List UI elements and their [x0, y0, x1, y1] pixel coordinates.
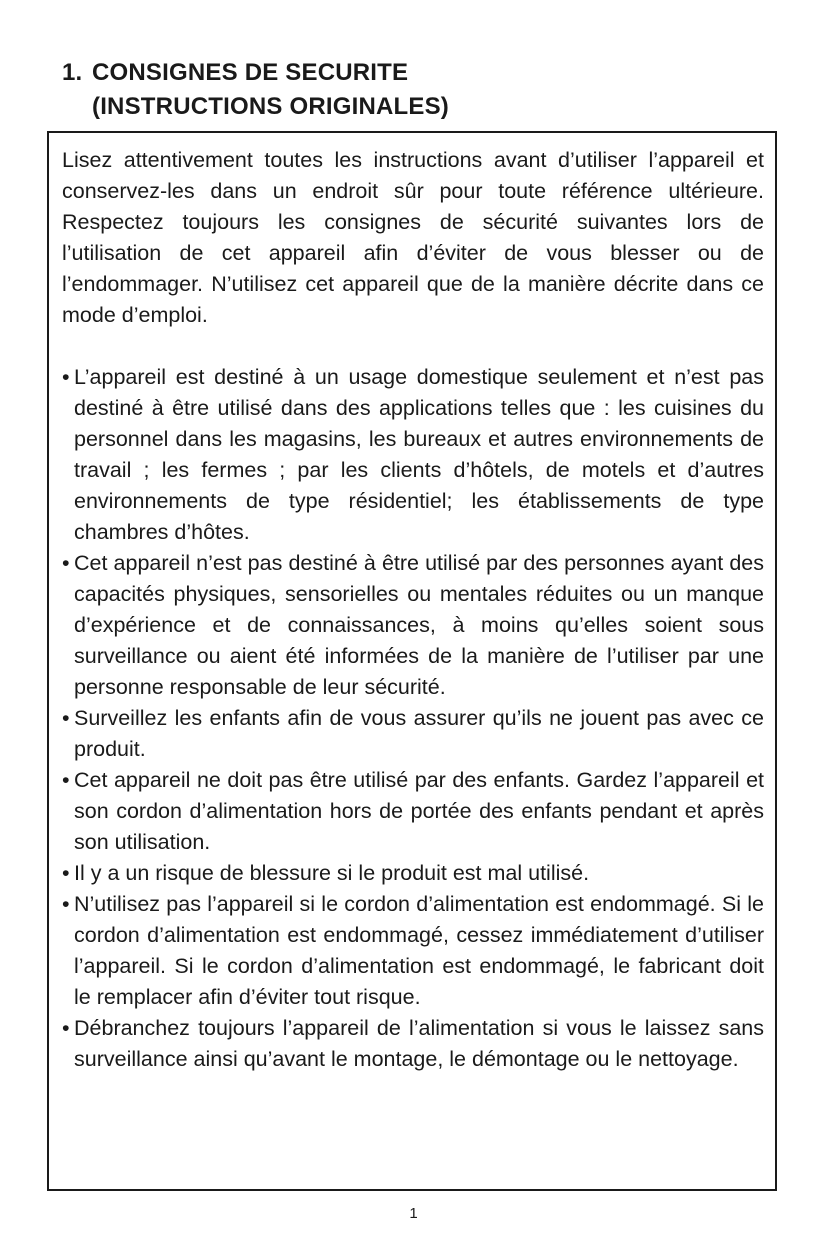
heading-subtitle: (INSTRUCTIONS ORIGINALES)	[92, 93, 449, 120]
list-item	[62, 858, 764, 889]
section-heading	[62, 56, 449, 124]
bullet-text: Débranchez toujours l’appareil de l’alimentation si vous le laissez sans surveillance ainsi qu’avant le montage, le démontage ou le nettoyage.	[74, 1016, 764, 1071]
heading-title: CONSIGNES DE SECURITE	[92, 59, 409, 86]
list-item	[62, 362, 764, 548]
bullet-text: Surveillez les enfants afin de vous assurer qu’ils ne jouent pas avec ce produit.	[74, 706, 764, 761]
safety-bullet-list	[62, 362, 764, 1075]
bullet-marker: •	[62, 892, 70, 916]
safety-instructions-box	[47, 131, 777, 1191]
list-item	[62, 1013, 764, 1075]
bullet-text: N’utilisez pas l’appareil si le cordon d’alimentation est endommagé. Si le cordon d’alimentation est endommagé, cessez immédiatement d’utiliser l’appareil. Si le cordon d’alimentation est endommagé, le fabricant doit le remplacer afin d’éviter tout risque.	[74, 892, 764, 1009]
bullet-text: Cet appareil n’est pas destiné à être utilisé par des personnes ayant des capacités physiques, sensorielles ou mentales réduites ou un manque d’expérience et de connaissances, à moins qu’elles soient sous surveillance ou aient été informées de la manière de l’utiliser par une personne responsable de leur sécurité.	[74, 551, 764, 699]
bullet-marker: •	[62, 1016, 70, 1040]
list-item	[62, 703, 764, 765]
bullet-marker: •	[62, 768, 70, 792]
bullet-text: Il y a un risque de blessure si le produit est mal utilisé.	[74, 861, 590, 885]
bullet-text: L’appareil est destiné à un usage domestique seulement et n’est pas destiné à être utilisé dans des applications telles que : les cuisines du personnel dans les magasins, les bureaux et autres environnements de travail ; les fermes ; par les clients d’hôtels, de motels et d’autres environnements de type résidentiel; les établissements de type chambres d’hôtes.	[74, 365, 764, 544]
page-number: 1	[409, 1205, 418, 1222]
heading-number: 1.	[62, 59, 83, 86]
list-item	[62, 889, 764, 1013]
list-item	[62, 765, 764, 858]
heading-line-1	[62, 56, 449, 90]
safety-instructions-content	[62, 145, 764, 1075]
bullet-marker: •	[62, 551, 70, 575]
heading-line-2	[62, 90, 449, 124]
intro-paragraph: Lisez attentivement toutes les instructions avant d’utiliser l’appareil et conservez-les dans un endroit sûr pour toute référence ultérieure. Respectez toujours les consignes de sécurité suivantes lors de l’utilisation de cet appareil afin d’éviter de vous blesser ou de l’endommager. N’utilisez cet appareil que de la manière décrite dans ce mode d’emploi.	[62, 148, 764, 327]
bullet-text: Cet appareil ne doit pas être utilisé par des enfants. Gardez l’appareil et son cordon d’alimentation hors de portée des enfants pendant et après son utilisation.	[74, 768, 764, 854]
bullet-marker: •	[62, 706, 70, 730]
list-item	[62, 548, 764, 703]
bullet-marker: •	[62, 861, 70, 885]
bullet-marker: •	[62, 365, 70, 389]
